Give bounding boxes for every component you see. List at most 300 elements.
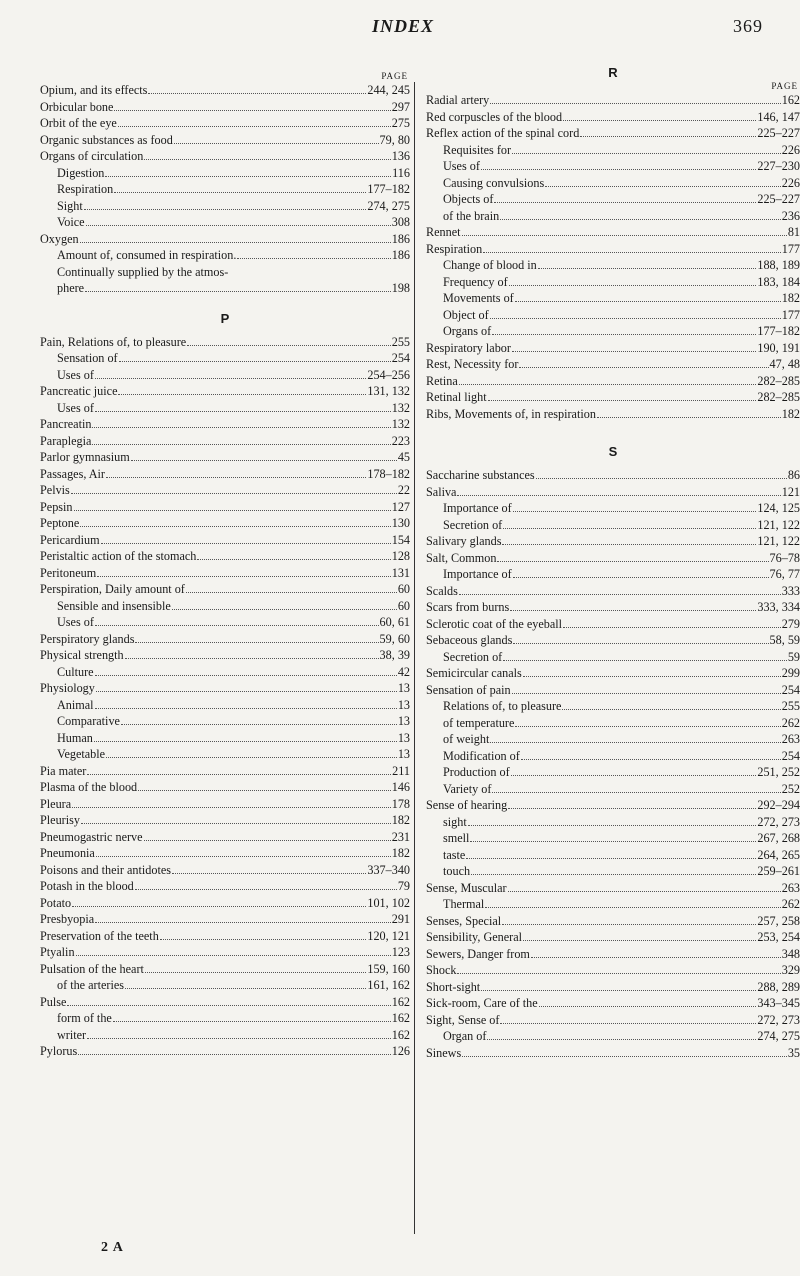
- dot-leader: [562, 698, 780, 710]
- dot-leader: [503, 517, 756, 529]
- entry-pages: 231: [391, 829, 410, 844]
- dot-leader: [597, 406, 781, 418]
- entry-term: Plasma of the blood: [40, 780, 138, 794]
- entry-pages: 211: [392, 763, 410, 778]
- index-subentry: [40, 264, 410, 281]
- entry-term: Uses of: [443, 159, 480, 173]
- entry-pages: 162: [391, 1027, 410, 1042]
- entry-term: Salivary glands: [426, 534, 502, 548]
- entry-term: Importance of: [443, 567, 512, 581]
- entry-term: Senses, Special: [426, 913, 502, 928]
- index-subentry: [426, 208, 800, 225]
- index-entry: [40, 231, 410, 248]
- index-entry: [40, 845, 410, 862]
- entry-term: Passages, Air: [40, 466, 105, 481]
- entry-term: Sclerotic coat of the eyeball: [426, 616, 563, 631]
- dot-leader: [74, 499, 391, 511]
- dot-leader: [131, 449, 397, 461]
- dot-leader: [459, 373, 757, 385]
- entry-term: Organs of circulation: [40, 149, 144, 163]
- entry-term: Pulsation of the heart: [40, 961, 144, 976]
- entry-term: Sight: [57, 198, 83, 213]
- entry-pages: 81: [787, 225, 800, 239]
- entry-term: of temperature: [443, 715, 515, 730]
- entry-term: Sensibility, General: [426, 930, 523, 944]
- entry-term: Scars from burns: [426, 600, 510, 614]
- dot-leader: [197, 548, 390, 560]
- dot-leader: [503, 649, 787, 661]
- index-subentry: [40, 367, 410, 384]
- entry-pages: 35: [787, 1045, 800, 1060]
- entry-pages: 101, 102: [367, 895, 410, 910]
- index-subentry: [40, 713, 410, 730]
- entry-pages: 254–256: [367, 367, 410, 382]
- index-entry: [40, 532, 410, 549]
- entry-term: Uses of: [57, 367, 94, 382]
- dot-leader: [87, 763, 391, 775]
- entry-pages: 76–78: [769, 550, 800, 565]
- entry-term: Change of blood in: [443, 258, 537, 272]
- dot-leader: [125, 977, 366, 989]
- index-entry: [40, 961, 410, 978]
- entry-pages: 131, 132: [367, 384, 410, 398]
- entry-term: Short-sight: [426, 979, 481, 994]
- entry-pages: 136: [391, 149, 410, 163]
- running-title: INDEX: [372, 16, 435, 36]
- index-entry: [40, 647, 410, 664]
- entry-pages: 226: [781, 142, 800, 157]
- entry-term: Peritoneum: [40, 565, 97, 580]
- dot-leader: [95, 697, 397, 709]
- entry-term: Potato: [40, 895, 72, 910]
- dot-leader: [521, 748, 781, 760]
- entry-pages: 279: [781, 616, 800, 631]
- index-subentry: [426, 847, 800, 864]
- index-entry: [40, 796, 410, 813]
- entry-term: Red corpuscles of the blood: [426, 109, 563, 124]
- entry-pages: 267, 268: [757, 831, 800, 845]
- entry-pages: 282–285: [757, 373, 800, 388]
- dot-leader: [513, 500, 757, 512]
- dot-leader: [563, 616, 781, 628]
- index-subentry: [40, 977, 410, 994]
- entry-term: Oxygen: [40, 231, 79, 246]
- index-subentry: [40, 400, 410, 417]
- entry-pages: 272, 273: [757, 1012, 800, 1027]
- entry-pages: 38, 39: [379, 648, 410, 662]
- index-subentry: [426, 781, 800, 798]
- dot-leader: [512, 682, 781, 694]
- entry-term: Sensible and insensible: [57, 598, 171, 613]
- index-entry: [426, 995, 800, 1012]
- entry-term: Perspiratory glands: [40, 631, 135, 646]
- index-subentry: [426, 764, 800, 781]
- entry-term: Opium, and its effects: [40, 83, 148, 97]
- entry-term: Secretion of: [443, 517, 503, 532]
- dot-leader: [538, 257, 757, 269]
- entry-term: Sinews: [426, 1045, 462, 1060]
- entry-term: Rennet: [426, 225, 461, 239]
- index-entry: [40, 994, 410, 1011]
- entry-term: Sebaceous glands: [426, 633, 513, 647]
- entry-term: Orbit of the eye: [40, 116, 117, 130]
- entry-term: Importance of: [443, 501, 512, 515]
- entry-pages: 252: [781, 781, 800, 796]
- index-entry: [426, 583, 800, 600]
- entry-term: Salt, Common: [426, 550, 497, 565]
- index-entry: [426, 389, 800, 406]
- entry-term: Pleura: [40, 796, 72, 811]
- page-column-label: PAGE: [771, 81, 798, 91]
- entry-pages: 198: [391, 281, 410, 295]
- entry-term: Pleurisy: [40, 813, 80, 827]
- dot-leader: [172, 598, 397, 610]
- entry-term: Digestion: [57, 165, 105, 180]
- dot-leader: [563, 109, 756, 121]
- dot-leader: [490, 92, 780, 104]
- index-entry: [40, 565, 410, 582]
- entry-pages: 299: [781, 666, 800, 680]
- entry-pages: 291: [391, 912, 410, 926]
- entry-term: Organ of: [443, 1029, 487, 1043]
- entry-pages: 262: [781, 715, 800, 730]
- dot-leader: [106, 746, 397, 758]
- dot-leader: [71, 482, 397, 494]
- entry-pages: 263: [781, 880, 800, 895]
- dot-leader: [497, 550, 768, 562]
- dot-leader: [483, 241, 781, 253]
- index-entry: [40, 928, 410, 945]
- index-entry: [426, 1012, 800, 1029]
- dot-leader: [237, 247, 390, 259]
- dot-leader: [512, 340, 756, 352]
- entry-pages: 58, 59: [769, 633, 800, 647]
- dot-leader: [471, 863, 756, 875]
- dot-leader: [125, 647, 379, 659]
- dot-leader: [95, 367, 366, 379]
- entry-term: taste: [443, 847, 466, 862]
- entry-term: Orbicular bone: [40, 99, 114, 114]
- entry-pages: 255: [391, 334, 410, 349]
- dot-leader: [174, 132, 379, 144]
- dot-leader: [508, 880, 781, 892]
- entry-term: touch: [443, 864, 471, 878]
- dot-leader: [86, 214, 391, 226]
- dot-leader: [172, 862, 366, 874]
- entry-pages: 225–227: [757, 126, 800, 140]
- entry-pages: 60, 61: [379, 615, 410, 629]
- entry-pages: 282–285: [757, 390, 800, 404]
- entry-pages: 188, 189: [757, 258, 800, 272]
- entry-term: Preservation of the teeth: [40, 928, 159, 943]
- entry-pages: 275: [391, 116, 410, 130]
- index-entry: [426, 550, 800, 567]
- entry-pages: 59, 60: [379, 631, 410, 646]
- index-subentry: [40, 165, 410, 182]
- entry-term: Organs of: [443, 324, 492, 338]
- dot-leader: [97, 565, 391, 577]
- index-entry: [426, 241, 800, 258]
- dot-leader: [145, 961, 366, 973]
- entry-pages: 223: [391, 433, 410, 448]
- dot-leader: [85, 280, 391, 292]
- index-subentry: [40, 746, 410, 763]
- entry-term: Sewers, Danger from: [426, 946, 530, 961]
- dot-leader: [513, 566, 769, 578]
- entry-pages: 272, 273: [757, 814, 800, 829]
- index-entry: [40, 548, 410, 565]
- index-entry: [426, 962, 800, 979]
- dot-leader: [84, 198, 367, 210]
- index-subentry: [426, 1028, 800, 1045]
- entry-pages: 60: [397, 598, 410, 613]
- entry-term: Uses of: [57, 400, 94, 415]
- dot-leader: [105, 165, 391, 177]
- entry-term: Uses of: [57, 615, 94, 629]
- entry-pages: 348: [781, 946, 800, 961]
- index-entry: [426, 109, 800, 126]
- entry-pages: 274, 275: [757, 1029, 800, 1043]
- index-subentry: [426, 323, 800, 340]
- entry-term: Poisons and their antidotes: [40, 862, 172, 877]
- entry-term: form of the: [57, 1011, 112, 1025]
- index-entry: [40, 878, 410, 895]
- entry-pages: 227–230: [757, 159, 800, 173]
- entry-term: Scalds: [426, 583, 458, 598]
- entry-pages: 130: [391, 516, 410, 530]
- entry-pages: 131: [391, 565, 410, 580]
- entry-pages: 251, 252: [757, 765, 800, 779]
- index-entry: [40, 334, 410, 351]
- dot-leader: [80, 231, 391, 243]
- entry-pages: 257, 258: [757, 913, 800, 928]
- entry-pages: 183, 184: [757, 274, 800, 289]
- entry-pages: 182: [781, 291, 800, 305]
- dot-leader: [490, 307, 781, 319]
- dot-leader: [468, 814, 757, 826]
- index-entry: [426, 929, 800, 946]
- entry-term: Pneumogastric nerve: [40, 829, 143, 844]
- dot-leader: [135, 878, 397, 890]
- index-subentry: [426, 863, 800, 880]
- index-entry: [40, 466, 410, 483]
- right-column: [426, 65, 800, 1061]
- index-subentry: [40, 198, 410, 215]
- left-column: [40, 70, 410, 1060]
- index-subentry: [426, 731, 800, 748]
- dot-leader: [96, 680, 397, 692]
- entry-pages: 159, 160: [367, 961, 410, 976]
- dot-leader: [118, 383, 366, 395]
- index-subentry: [426, 142, 800, 159]
- entry-term: Saliva: [426, 484, 457, 499]
- index-entry: [40, 763, 410, 780]
- entry-term: Object of: [443, 307, 489, 322]
- entry-term: phere: [57, 281, 85, 295]
- index-entry: [426, 616, 800, 633]
- entry-term: Frequency of: [443, 274, 508, 289]
- entry-pages: 292–294: [757, 798, 800, 812]
- entry-term: Variety of: [443, 781, 492, 796]
- entry-pages: 124, 125: [757, 501, 800, 515]
- index-list-s: [426, 467, 800, 1061]
- dot-leader: [114, 99, 390, 111]
- entry-term: Shock: [426, 963, 457, 977]
- dot-leader: [95, 664, 397, 676]
- dot-leader: [121, 713, 397, 725]
- index-entry: [426, 467, 800, 484]
- index-subentry: [426, 274, 800, 291]
- dot-leader: [490, 731, 780, 743]
- dot-leader: [459, 583, 781, 595]
- dot-leader: [94, 730, 397, 742]
- dot-leader: [500, 208, 781, 220]
- index-entry: [40, 1043, 410, 1060]
- dot-leader: [515, 715, 780, 727]
- entry-term: Ptyalin: [40, 945, 75, 959]
- index-subentry: [426, 715, 800, 732]
- entry-term: Pia mater: [40, 763, 87, 778]
- entry-pages: 263: [781, 732, 800, 746]
- entry-pages: 162: [391, 1011, 410, 1025]
- dot-leader: [101, 532, 391, 544]
- entry-pages: 264, 265: [757, 847, 800, 862]
- dot-leader: [539, 995, 757, 1007]
- index-subentry: [426, 649, 800, 666]
- entry-term: Sight, Sense of: [426, 1012, 500, 1027]
- index-entry: [40, 812, 410, 829]
- dot-leader: [135, 631, 378, 643]
- entry-term: Secretion of: [443, 649, 503, 664]
- dot-leader: [470, 830, 756, 842]
- dot-leader: [481, 158, 756, 170]
- dot-leader: [138, 779, 391, 791]
- dot-leader: [510, 599, 756, 611]
- dot-leader: [92, 416, 390, 428]
- entry-pages: 13: [397, 714, 410, 728]
- dot-leader: [144, 829, 391, 841]
- entry-term: of weight: [443, 732, 490, 746]
- entry-pages: 76, 77: [769, 567, 800, 581]
- index-subentry: [426, 814, 800, 831]
- index-subentry: [426, 517, 800, 534]
- entry-pages: 79, 80: [379, 132, 410, 147]
- entry-pages: 177: [781, 307, 800, 322]
- entry-term: Semicircular canals: [426, 666, 522, 680]
- dot-leader: [545, 175, 780, 187]
- entry-term: Pain, Relations of, to pleasure: [40, 334, 187, 349]
- index-subentry: [40, 730, 410, 747]
- dot-leader: [481, 979, 756, 991]
- index-entry: [426, 373, 800, 390]
- entry-term: Radial artery: [426, 93, 490, 107]
- entry-term: Respiratory labor: [426, 340, 511, 355]
- dot-leader: [81, 812, 391, 824]
- index-entry: [426, 682, 800, 699]
- dot-leader: [118, 115, 391, 127]
- index-list-r: [426, 92, 800, 422]
- dot-leader: [523, 665, 781, 677]
- entry-term: Organic substances as food: [40, 132, 173, 147]
- dot-leader: [515, 290, 781, 302]
- entry-term: Presbyopia: [40, 912, 95, 926]
- entry-pages: 120, 121: [367, 928, 410, 943]
- dot-leader: [78, 1043, 390, 1055]
- entry-term: Sick-room, Care of the: [426, 996, 538, 1010]
- dot-leader: [488, 389, 757, 401]
- dot-leader: [500, 1012, 756, 1024]
- index-subentry: [426, 748, 800, 765]
- dot-leader: [466, 847, 756, 859]
- entry-term: Respiration: [57, 182, 114, 196]
- index-entry: [40, 433, 410, 450]
- entry-pages: 254: [781, 682, 800, 697]
- dot-leader: [72, 796, 391, 808]
- index-subentry: [426, 500, 800, 517]
- index-entry: [426, 665, 800, 682]
- entry-pages: 182: [391, 813, 410, 827]
- entry-pages: 128: [391, 549, 410, 563]
- entry-term: smell: [443, 831, 470, 845]
- entry-term: Sensation of pain: [426, 682, 511, 697]
- entry-pages: 86: [787, 468, 800, 482]
- entry-pages: 177: [781, 241, 800, 256]
- entry-pages: 121: [781, 484, 800, 499]
- entry-pages: 116: [392, 165, 410, 180]
- dot-leader: [148, 82, 366, 94]
- index-entry: [426, 880, 800, 897]
- entry-term: Peristaltic action of the stomach: [40, 549, 197, 563]
- index-entry: [426, 1045, 800, 1062]
- index-entry: [426, 797, 800, 814]
- index-subentry: [40, 350, 410, 367]
- entry-term: Continually supplied by the atmos-: [57, 264, 229, 279]
- entry-pages: 225–227: [757, 192, 800, 206]
- entry-pages: 254: [391, 351, 410, 365]
- entry-pages: 186: [391, 231, 410, 246]
- entry-term: Parlor gymnasium: [40, 450, 130, 464]
- dot-leader: [509, 274, 757, 286]
- dot-leader: [113, 1010, 391, 1022]
- entry-term: Respiration: [426, 241, 483, 256]
- entry-pages: 308: [391, 215, 410, 229]
- entry-pages: 132: [391, 400, 410, 415]
- entry-term: Peptone: [40, 516, 80, 530]
- entry-pages: 329: [781, 963, 800, 977]
- entry-pages: 13: [397, 730, 410, 745]
- index-entry: [40, 499, 410, 516]
- index-entry: [426, 224, 800, 241]
- index-entry: [40, 99, 410, 116]
- dot-leader: [80, 515, 390, 527]
- index-entry: [40, 82, 410, 99]
- dot-leader: [462, 224, 787, 236]
- index-subentry: [40, 697, 410, 714]
- dot-leader: [462, 1045, 787, 1057]
- index-subentry: [40, 1010, 410, 1027]
- index-subentry: [426, 257, 800, 274]
- entry-pages: 297: [391, 99, 410, 114]
- index-entry: [40, 680, 410, 697]
- index-entry: [40, 862, 410, 879]
- index-entry: [426, 484, 800, 501]
- dot-leader: [512, 142, 781, 154]
- section-letter-s: S: [608, 444, 618, 459]
- index-entry: [426, 913, 800, 930]
- index-subentry: [40, 214, 410, 231]
- index-entry: [40, 779, 410, 796]
- dot-leader: [502, 913, 756, 925]
